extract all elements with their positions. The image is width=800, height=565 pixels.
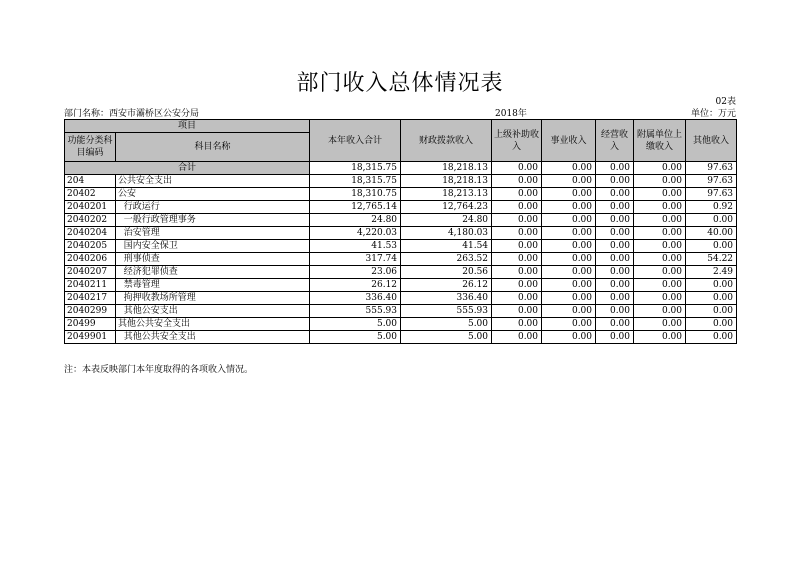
- row-value: 0.00: [542, 175, 596, 188]
- row-name: 国内安全保卫: [116, 240, 310, 253]
- row-name: 刑事侦查: [116, 253, 310, 266]
- row-code: 20402: [65, 188, 116, 201]
- table-row: [65, 253, 737, 266]
- row-name: 一般行政管理事务: [116, 214, 310, 227]
- row-value: 0.00: [596, 292, 634, 305]
- row-value: 0.00: [596, 318, 634, 331]
- row-value: 40.00: [686, 227, 737, 240]
- row-value: 26.12: [401, 279, 492, 292]
- table-row: [65, 214, 737, 227]
- row-value: 0.00: [492, 175, 542, 188]
- row-value: 23.06: [310, 266, 401, 279]
- row-code: 2040204: [65, 227, 116, 240]
- row-value: 0.00: [492, 188, 542, 201]
- row-value: 12,765.14: [310, 201, 401, 214]
- row-code: 2040207: [65, 266, 116, 279]
- row-code: 2040217: [65, 292, 116, 305]
- row-value: 0.00: [542, 305, 596, 318]
- row-value: 0.00: [634, 175, 686, 188]
- row-value: 0.00: [634, 227, 686, 240]
- total-value: 0.00: [596, 162, 634, 175]
- row-code: 2040202: [65, 214, 116, 227]
- row-value: 5.00: [310, 318, 401, 331]
- row-code: 2049901: [65, 331, 116, 344]
- row-value: 24.80: [401, 214, 492, 227]
- row-value: 5.00: [310, 331, 401, 344]
- row-code: 204: [65, 175, 116, 188]
- row-value: 41.53: [310, 240, 401, 253]
- row-code: 2040211: [65, 279, 116, 292]
- row-value: 0.00: [542, 188, 596, 201]
- total-value: 0.00: [634, 162, 686, 175]
- table-row: [65, 201, 737, 214]
- row-value: 0.00: [542, 292, 596, 305]
- row-value: 0.00: [634, 305, 686, 318]
- header-project: 项目: [65, 120, 310, 133]
- row-value: 0.00: [492, 240, 542, 253]
- header-business: 事业收入: [542, 120, 596, 162]
- row-value: 4,180.03: [401, 227, 492, 240]
- row-name: 治安管理: [116, 227, 310, 240]
- row-value: 555.93: [401, 305, 492, 318]
- row-value: 0.00: [596, 279, 634, 292]
- row-value: 0.00: [634, 292, 686, 305]
- row-value: 0.00: [596, 227, 634, 240]
- row-name: 其他公安支出: [116, 305, 310, 318]
- row-value: 336.40: [310, 292, 401, 305]
- row-value: 0.00: [492, 292, 542, 305]
- table-row: [65, 175, 737, 188]
- row-value: 0.00: [686, 240, 737, 253]
- total-value: 0.00: [542, 162, 596, 175]
- row-value: 555.93: [310, 305, 401, 318]
- row-value: 0.00: [634, 279, 686, 292]
- row-name: 公共安全支出: [116, 175, 310, 188]
- row-value: 336.40: [401, 292, 492, 305]
- table-row: [65, 266, 737, 279]
- row-name: 行政运行: [116, 201, 310, 214]
- row-value: 26.12: [310, 279, 401, 292]
- row-value: 24.80: [310, 214, 401, 227]
- row-value: 0.00: [492, 279, 542, 292]
- header-operating: 经营收入: [596, 120, 634, 162]
- row-value: 0.00: [596, 305, 634, 318]
- row-value: 2.49: [686, 266, 737, 279]
- row-value: 0.00: [634, 318, 686, 331]
- row-value: 0.00: [634, 240, 686, 253]
- unit-label: 单位：万元: [690, 109, 736, 119]
- row-value: 0.00: [542, 266, 596, 279]
- row-value: 5.00: [401, 318, 492, 331]
- header-func-code: 功能分类科目编码: [65, 133, 116, 162]
- table-row: [65, 279, 737, 292]
- page-title: 部门收入总体情况表: [296, 71, 504, 96]
- header-other: 其他收入: [686, 120, 737, 162]
- table-number: 02表: [715, 97, 736, 107]
- row-code: 2040205: [65, 240, 116, 253]
- row-value: 12,764.23: [401, 201, 492, 214]
- row-value: 0.00: [634, 253, 686, 266]
- row-value: 0.00: [634, 188, 686, 201]
- row-value: 0.00: [634, 214, 686, 227]
- row-value: 0.00: [686, 292, 737, 305]
- row-value: 0.00: [542, 201, 596, 214]
- row-value: 0.00: [596, 201, 634, 214]
- table-row: [65, 318, 737, 331]
- row-value: 0.00: [492, 305, 542, 318]
- row-name: 经济犯罪侦查: [116, 266, 310, 279]
- row-value: 317.74: [310, 253, 401, 266]
- row-value: 0.00: [542, 240, 596, 253]
- row-value: 0.00: [596, 253, 634, 266]
- table-row: [65, 331, 737, 344]
- row-code: 2040201: [65, 201, 116, 214]
- header-superior: 上级补助收入: [492, 120, 542, 162]
- header-subject-name: 科目名称: [116, 133, 310, 162]
- row-value: 0.00: [634, 331, 686, 344]
- row-value: 0.00: [596, 266, 634, 279]
- row-value: 18,315.75: [310, 175, 401, 188]
- footnote: 注：本表反映部门本年度取得的各项收入情况。: [64, 365, 254, 375]
- row-value: 18,218.13: [401, 175, 492, 188]
- row-value: 97.63: [686, 175, 737, 188]
- row-value: 5.00: [401, 331, 492, 344]
- total-value: 0.00: [492, 162, 542, 175]
- row-value: 0.00: [492, 201, 542, 214]
- table-row: [65, 240, 737, 253]
- table-row: [65, 227, 737, 240]
- row-name: 其他公共安全支出: [116, 331, 310, 344]
- row-value: 0.00: [542, 331, 596, 344]
- row-value: 263.52: [401, 253, 492, 266]
- total-value: 18,218.13: [401, 162, 492, 175]
- row-value: 20.56: [401, 266, 492, 279]
- row-value: 18,213.13: [401, 188, 492, 201]
- row-value: 0.00: [686, 279, 737, 292]
- row-code: 2040206: [65, 253, 116, 266]
- table-row: [65, 188, 737, 201]
- total-value: 97.63: [686, 162, 737, 175]
- row-value: 0.00: [634, 201, 686, 214]
- row-value: 97.63: [686, 188, 737, 201]
- row-value: 0.00: [492, 253, 542, 266]
- table-row: [65, 305, 737, 318]
- row-value: 54.22: [686, 253, 737, 266]
- header-affiliated: 附属单位上缴收入: [634, 120, 686, 162]
- row-value: 0.00: [542, 279, 596, 292]
- row-value: 0.00: [596, 331, 634, 344]
- row-code: 20499: [65, 318, 116, 331]
- header-total-income: 本年收入合计: [310, 120, 401, 162]
- row-value: 0.00: [634, 266, 686, 279]
- row-value: 0.00: [492, 331, 542, 344]
- row-value: 0.92: [686, 201, 737, 214]
- row-name: 禁毒管理: [116, 279, 310, 292]
- row-value: 0.00: [492, 318, 542, 331]
- total-label: 合计: [65, 162, 310, 175]
- row-value: 0.00: [596, 240, 634, 253]
- row-value: 18,310.75: [310, 188, 401, 201]
- row-value: 0.00: [596, 214, 634, 227]
- department-label: 部门名称：西安市灞桥区公安分局: [64, 109, 200, 119]
- row-value: 0.00: [492, 266, 542, 279]
- row-value: 0.00: [686, 318, 737, 331]
- total-value: 18,315.75: [310, 162, 401, 175]
- row-value: 0.00: [596, 188, 634, 201]
- header-fiscal: 财政拨款收入: [401, 120, 492, 162]
- row-code: 2040299: [65, 305, 116, 318]
- year-label: 2018年: [495, 109, 527, 119]
- row-value: 0.00: [686, 305, 737, 318]
- row-value: 0.00: [542, 227, 596, 240]
- income-table: [64, 119, 737, 344]
- row-name: 公安: [116, 188, 310, 201]
- row-value: 4,220.03: [310, 227, 401, 240]
- row-value: 0.00: [492, 214, 542, 227]
- row-name: 拘押收教场所管理: [116, 292, 310, 305]
- table-row: [65, 292, 737, 305]
- row-value: 0.00: [686, 214, 737, 227]
- row-value: 0.00: [686, 331, 737, 344]
- row-value: 0.00: [492, 227, 542, 240]
- row-value: 0.00: [542, 253, 596, 266]
- row-name: 其他公共安全支出: [116, 318, 310, 331]
- total-row: [65, 162, 737, 175]
- row-value: 0.00: [542, 318, 596, 331]
- row-value: 0.00: [542, 214, 596, 227]
- row-value: 0.00: [596, 175, 634, 188]
- row-value: 41.54: [401, 240, 492, 253]
